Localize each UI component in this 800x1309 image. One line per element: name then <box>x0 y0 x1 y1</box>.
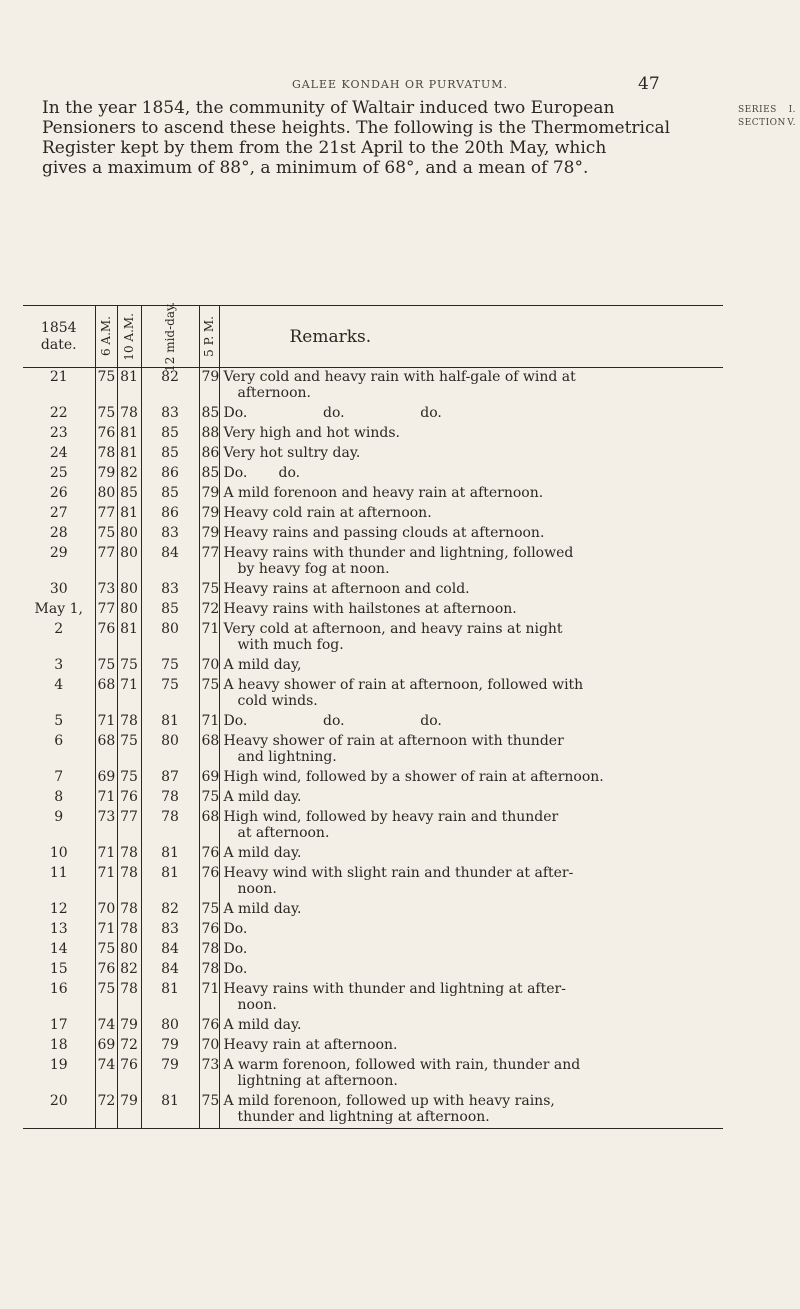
intro-line: Register kept by them from the 21st April to the 20th May, which <box>42 138 607 158</box>
series-label: SERIES <box>738 105 777 115</box>
remarks-cell <box>219 620 723 656</box>
table-row <box>23 980 723 1016</box>
row-date: 5 <box>54 713 64 729</box>
remarks-line: A mild day, <box>223 657 302 673</box>
table-row <box>23 844 723 864</box>
reading-6am: 69 <box>95 768 117 788</box>
table-row <box>23 1016 723 1036</box>
reading-5pm: 88 <box>199 424 219 444</box>
table-row <box>23 368 723 405</box>
reading-5pm: 79 <box>199 504 219 524</box>
header-midday: 12 mid-day. <box>141 306 199 368</box>
row-date: May 1, <box>34 601 83 617</box>
header-10am: 10 A.M. <box>117 306 141 368</box>
reading-5pm: 85 <box>199 404 219 424</box>
remarks-line: Heavy rain at afternoon. <box>223 1037 398 1053</box>
reading-6am: 76 <box>95 620 117 656</box>
remarks-line: Heavy shower of rain at afternoon with thunder <box>223 733 564 749</box>
reading-10am: 79 <box>117 1016 141 1036</box>
reading-10am: 81 <box>117 424 141 444</box>
table-row <box>23 1036 723 1056</box>
reading-5pm: 85 <box>199 464 219 484</box>
row-date: 30 <box>49 581 68 597</box>
reading-5pm: 70 <box>199 656 219 676</box>
intro-line: In the year 1854, the community of Waltair induced two European <box>42 98 615 118</box>
reading-6am: 74 <box>95 1016 117 1036</box>
table-row <box>23 544 723 580</box>
reading-5pm: 71 <box>199 712 219 732</box>
reading-10am: 77 <box>117 808 141 844</box>
table-row <box>23 600 723 620</box>
reading-midday: 82 <box>141 368 199 405</box>
reading-midday: 84 <box>141 960 199 980</box>
row-date: 19 <box>49 1057 68 1073</box>
reading-6am: 75 <box>95 940 117 960</box>
reading-5pm: 75 <box>199 1092 219 1129</box>
row-date: 23 <box>49 425 68 441</box>
reading-10am: 71 <box>117 676 141 712</box>
row-date: 21 <box>49 369 68 385</box>
reading-midday: 81 <box>141 1092 199 1129</box>
reading-6am: 75 <box>95 524 117 544</box>
remarks-line: Do. do. do. <box>223 405 442 421</box>
reading-10am: 80 <box>117 580 141 600</box>
reading-midday: 81 <box>141 712 199 732</box>
reading-10am: 78 <box>117 900 141 920</box>
reading-5pm: 75 <box>199 900 219 920</box>
reading-5pm: 79 <box>199 368 219 405</box>
table-row <box>23 424 723 444</box>
reading-6am: 75 <box>95 368 117 405</box>
reading-6am: 74 <box>95 1056 117 1092</box>
reading-5pm: 70 <box>199 1036 219 1056</box>
row-date: 27 <box>49 505 68 521</box>
row-date: 3 <box>54 657 64 673</box>
remarks-cell <box>219 544 723 580</box>
table-row <box>23 1056 723 1092</box>
header-date-label: date. <box>40 336 77 353</box>
remarks-line: cold winds. <box>237 693 318 709</box>
row-date: 12 <box>49 901 68 917</box>
table-row <box>23 524 723 544</box>
reading-midday: 86 <box>141 464 199 484</box>
margin-note <box>738 104 798 130</box>
reading-10am: 78 <box>117 712 141 732</box>
table-row <box>23 580 723 600</box>
reading-5pm: 75 <box>199 676 219 712</box>
reading-5pm: 76 <box>199 920 219 940</box>
reading-midday: 80 <box>141 620 199 656</box>
reading-10am: 78 <box>117 920 141 940</box>
header-remarks: Remarks. <box>219 306 723 368</box>
reading-6am: 76 <box>95 424 117 444</box>
remarks-line: by heavy fog at noon. <box>237 561 390 577</box>
table-row <box>23 864 723 900</box>
header-date <box>23 306 95 368</box>
reading-5pm: 77 <box>199 544 219 580</box>
reading-6am: 76 <box>95 960 117 980</box>
reading-midday: 83 <box>141 524 199 544</box>
table-row <box>23 676 723 712</box>
reading-6am: 71 <box>95 864 117 900</box>
reading-midday: 75 <box>141 656 199 676</box>
reading-10am: 75 <box>117 768 141 788</box>
reading-5pm: 86 <box>199 444 219 464</box>
row-date: 16 <box>49 981 68 997</box>
remarks-line: A mild forenoon and heavy rain at afternoon. <box>223 485 544 501</box>
table-row <box>23 768 723 788</box>
remarks-cell <box>219 808 723 844</box>
reading-10am: 81 <box>117 368 141 405</box>
table-row <box>23 920 723 940</box>
series-value: I. <box>788 105 796 115</box>
reading-10am: 80 <box>117 600 141 620</box>
reading-midday: 85 <box>141 424 199 444</box>
reading-5pm: 76 <box>199 864 219 900</box>
remarks-cell <box>219 712 723 732</box>
reading-midday: 78 <box>141 808 199 844</box>
reading-midday: 84 <box>141 940 199 960</box>
remarks-cell <box>219 404 723 424</box>
reading-5pm: 78 <box>199 960 219 980</box>
reading-midday: 81 <box>141 980 199 1016</box>
remarks-line: Very cold at afternoon, and heavy rains at night <box>223 621 563 637</box>
table-row <box>23 484 723 504</box>
remarks-cell <box>219 864 723 900</box>
row-date: 9 <box>54 809 64 825</box>
remarks-line: A mild day. <box>223 901 302 917</box>
reading-5pm: 72 <box>199 600 219 620</box>
reading-midday: 80 <box>141 732 199 768</box>
remarks-line: Very cold and heavy rain with half-gale of wind at <box>223 369 576 385</box>
remarks-cell <box>219 424 723 444</box>
remarks-cell <box>219 788 723 808</box>
remarks-line: Do. <box>223 941 248 957</box>
reading-6am: 79 <box>95 464 117 484</box>
remarks-line: afternoon. <box>237 385 311 401</box>
intro-paragraph <box>42 98 722 178</box>
remarks-line: A mild day. <box>223 845 302 861</box>
remarks-line: noon. <box>237 881 277 897</box>
reading-5pm: 76 <box>199 1016 219 1036</box>
remarks-cell <box>219 1036 723 1056</box>
remarks-line: A heavy shower of rain at afternoon, followed with <box>223 677 584 693</box>
remarks-cell <box>219 1016 723 1036</box>
reading-5pm: 76 <box>199 844 219 864</box>
row-date: 15 <box>49 961 68 977</box>
reading-6am: 72 <box>95 1092 117 1129</box>
remarks-cell <box>219 920 723 940</box>
remarks-line: A warm forenoon, followed with rain, thunder and <box>223 1057 581 1073</box>
reading-midday: 85 <box>141 600 199 620</box>
remarks-cell <box>219 676 723 712</box>
reading-10am: 75 <box>117 656 141 676</box>
table-body <box>23 368 723 1129</box>
reading-midday: 79 <box>141 1036 199 1056</box>
intro-line: Pensioners to ascend these heights. The following is the Thermometrical <box>42 118 671 138</box>
table-header-row <box>23 306 723 368</box>
reading-10am: 79 <box>117 1092 141 1129</box>
reading-midday: 87 <box>141 768 199 788</box>
row-date: 6 <box>54 733 64 749</box>
reading-10am: 80 <box>117 940 141 960</box>
reading-midday: 79 <box>141 1056 199 1092</box>
reading-10am: 85 <box>117 484 141 504</box>
table-row <box>23 788 723 808</box>
running-head: GALEE KONDAH OR PURVATUM. <box>291 78 509 91</box>
reading-10am: 72 <box>117 1036 141 1056</box>
remarks-cell <box>219 900 723 920</box>
reading-5pm: 73 <box>199 1056 219 1092</box>
remarks-line: A mild day. <box>223 789 302 805</box>
thermometrical-register-table <box>23 301 723 1129</box>
reading-5pm: 75 <box>199 580 219 600</box>
reading-10am: 82 <box>117 464 141 484</box>
reading-6am: 75 <box>95 980 117 1016</box>
remarks-line: Do. do. <box>223 465 301 481</box>
row-date: 26 <box>49 485 68 501</box>
remarks-line: Heavy wind with slight rain and thunder at after- <box>223 865 574 881</box>
reading-10am: 78 <box>117 864 141 900</box>
remarks-line: Heavy rains at afternoon and cold. <box>223 581 470 597</box>
remarks-cell <box>219 524 723 544</box>
reading-5pm: 75 <box>199 788 219 808</box>
row-date: 17 <box>49 1017 68 1033</box>
reading-6am: 77 <box>95 544 117 580</box>
remarks-cell <box>219 580 723 600</box>
remarks-cell <box>219 444 723 464</box>
remarks-line: noon. <box>237 997 277 1013</box>
row-date: 22 <box>49 405 68 421</box>
remarks-line: thunder and lightning at afternoon. <box>237 1109 490 1125</box>
reading-10am: 80 <box>117 524 141 544</box>
remarks-cell <box>219 368 723 405</box>
reading-6am: 78 <box>95 444 117 464</box>
remarks-line: Do. <box>223 961 248 977</box>
reading-10am: 80 <box>117 544 141 580</box>
reading-6am: 69 <box>95 1036 117 1056</box>
reading-5pm: 68 <box>199 808 219 844</box>
reading-10am: 76 <box>117 788 141 808</box>
reading-10am: 78 <box>117 404 141 424</box>
row-date: 28 <box>49 525 68 541</box>
remarks-line: at afternoon. <box>237 825 330 841</box>
remarks-line: and lightning. <box>237 749 337 765</box>
reading-5pm: 68 <box>199 732 219 768</box>
reading-6am: 68 <box>95 676 117 712</box>
reading-midday: 86 <box>141 504 199 524</box>
reading-6am: 73 <box>95 580 117 600</box>
row-date: 29 <box>49 545 68 561</box>
reading-midday: 83 <box>141 920 199 940</box>
reading-midday: 80 <box>141 1016 199 1036</box>
table-row <box>23 732 723 768</box>
remarks-cell <box>219 980 723 1016</box>
reading-10am: 75 <box>117 732 141 768</box>
reading-6am: 80 <box>95 484 117 504</box>
remarks-line: Heavy cold rain at afternoon. <box>223 505 432 521</box>
remarks-cell <box>219 656 723 676</box>
remarks-cell <box>219 768 723 788</box>
remarks-line: Do. <box>223 921 248 937</box>
row-date: 13 <box>49 921 68 937</box>
reading-6am: 77 <box>95 600 117 620</box>
reading-midday: 83 <box>141 580 199 600</box>
reading-10am: 81 <box>117 620 141 656</box>
remarks-cell <box>219 732 723 768</box>
remarks-line: A mild forenoon, followed up with heavy rains, <box>223 1093 555 1109</box>
reading-6am: 73 <box>95 808 117 844</box>
remarks-line: Heavy rains with thunder and lightning at after- <box>223 981 566 997</box>
reading-midday: 78 <box>141 788 199 808</box>
row-date: 4 <box>54 677 64 693</box>
remarks-cell <box>219 600 723 620</box>
table-row <box>23 712 723 732</box>
remarks-cell <box>219 844 723 864</box>
reading-10am: 81 <box>117 504 141 524</box>
table-row <box>23 1092 723 1129</box>
reading-5pm: 71 <box>199 620 219 656</box>
section-label: SECTION <box>738 118 786 128</box>
row-date: 20 <box>23 1092 95 1129</box>
remarks-line: High wind, followed by heavy rain and thunder <box>223 809 559 825</box>
reading-10am: 82 <box>117 960 141 980</box>
remarks-cell <box>219 484 723 504</box>
remarks-line: A mild day. <box>223 1017 302 1033</box>
reading-5pm: 79 <box>199 524 219 544</box>
reading-6am: 75 <box>95 404 117 424</box>
reading-midday: 83 <box>141 404 199 424</box>
row-date: 11 <box>49 865 68 881</box>
remarks-line: Very high and hot winds. <box>223 425 400 441</box>
reading-midday: 75 <box>141 676 199 712</box>
remarks-cell <box>219 1092 723 1129</box>
table-row <box>23 404 723 424</box>
header-date-year: 1854 <box>40 319 77 336</box>
reading-midday: 84 <box>141 544 199 580</box>
remarks-cell <box>219 504 723 524</box>
table-row <box>23 808 723 844</box>
remarks-line: Heavy rains with thunder and lightning, followed <box>223 545 574 561</box>
table-row <box>23 444 723 464</box>
reading-6am: 71 <box>95 844 117 864</box>
remarks-line: Very hot sultry day. <box>223 445 361 461</box>
reading-6am: 77 <box>95 504 117 524</box>
row-date: 2 <box>54 621 64 637</box>
reading-6am: 71 <box>95 920 117 940</box>
table-row <box>23 960 723 980</box>
remarks-cell <box>219 1056 723 1092</box>
table-row <box>23 620 723 656</box>
reading-5pm: 71 <box>199 980 219 1016</box>
remarks-line: Heavy rains with hailstones at afternoon. <box>223 601 517 617</box>
remarks-line: lightning at afternoon. <box>237 1073 398 1089</box>
row-date: 7 <box>54 769 64 785</box>
remarks-cell <box>219 940 723 960</box>
reading-6am: 71 <box>95 788 117 808</box>
reading-midday: 85 <box>141 484 199 504</box>
row-date: 10 <box>49 845 68 861</box>
reading-6am: 75 <box>95 656 117 676</box>
reading-5pm: 79 <box>199 484 219 504</box>
remarks-line: Heavy rains and passing clouds at afternoon. <box>223 525 545 541</box>
header-6am: 6 A.M. <box>95 306 117 368</box>
reading-5pm: 69 <box>199 768 219 788</box>
reading-6am: 71 <box>95 712 117 732</box>
page-number: 47 <box>638 74 660 94</box>
remarks-cell <box>219 464 723 484</box>
row-date: 24 <box>49 445 68 461</box>
reading-10am: 76 <box>117 1056 141 1092</box>
remarks-cell <box>219 960 723 980</box>
header-5pm: 5 P. M. <box>199 306 219 368</box>
remarks-line: Do. do. do. <box>223 713 442 729</box>
row-date: 25 <box>49 465 68 481</box>
reading-10am: 81 <box>117 444 141 464</box>
table-row <box>23 464 723 484</box>
reading-midday: 82 <box>141 900 199 920</box>
remarks-line: High wind, followed by a shower of rain at afternoon. <box>223 769 604 785</box>
reading-5pm: 78 <box>199 940 219 960</box>
table-row <box>23 656 723 676</box>
row-date: 8 <box>54 789 64 805</box>
intro-line: gives a maximum of 88°, a minimum of 68°, and a mean of 78°. <box>42 158 589 178</box>
row-date: 18 <box>49 1037 68 1053</box>
reading-midday: 81 <box>141 844 199 864</box>
table-row <box>23 900 723 920</box>
reading-midday: 81 <box>141 864 199 900</box>
reading-midday: 85 <box>141 444 199 464</box>
reading-6am: 70 <box>95 900 117 920</box>
table-row <box>23 504 723 524</box>
row-date: 14 <box>49 941 68 957</box>
table-row <box>23 940 723 960</box>
reading-6am: 68 <box>95 732 117 768</box>
section-value: V. <box>787 118 796 128</box>
reading-10am: 78 <box>117 844 141 864</box>
reading-10am: 78 <box>117 980 141 1016</box>
remarks-line: with much fog. <box>237 637 344 653</box>
